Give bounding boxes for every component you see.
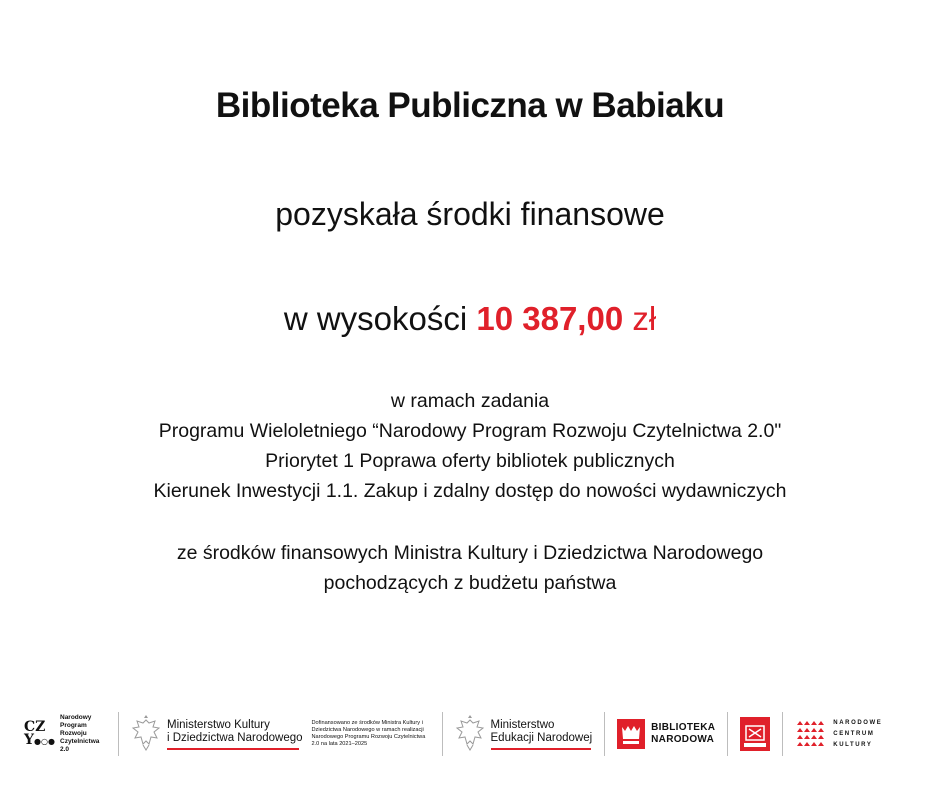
men-name-line2: Edukacji Narodowej [490, 731, 593, 744]
men-underline [491, 748, 591, 750]
funding-details [0, 538, 940, 598]
nck-name-line2: CENTRUM [833, 730, 875, 737]
npr-line: Rozwoju [60, 730, 87, 737]
funding-line: pochodzących z budżetu państwa [323, 572, 617, 594]
program-details [0, 386, 940, 506]
currency-label: zł [623, 300, 657, 337]
divider [604, 712, 605, 756]
npr-glyph [24, 718, 55, 748]
ik-logo [740, 704, 770, 764]
npr-logo [24, 704, 106, 764]
amount-line [0, 300, 940, 338]
npr-line: 2.0 [60, 746, 70, 753]
mkidn-underline [167, 748, 299, 750]
eagle-emblem-icon [131, 714, 161, 754]
bn-logo [617, 704, 715, 764]
eagle-emblem-icon [455, 714, 485, 754]
divider [727, 712, 728, 756]
npr-text [60, 714, 106, 754]
men-name-line1: Ministerstwo [490, 718, 555, 731]
npr-glyph-bottom: Y●○● [24, 731, 55, 748]
mkidn-name-line1: Ministerstwo Kultury [167, 718, 270, 731]
detail-line: Priorytet 1 Poprawa oferty bibliotek publicznych [265, 450, 675, 472]
amount-prefix: w wysokości [283, 300, 477, 337]
funding-note: Dofinansowano ze środków Ministra Kultury i Dziedzictwa Narodowego w ramach realizacji Narodowego Programu Rozwoju Czytelnictwa 2.0 na lata 2021–2025 [311, 720, 426, 747]
npr-glyph-top: CZ [24, 718, 46, 735]
mkidn-name-line2: i Dziedzictwa Narodowego [167, 731, 303, 744]
nck-pattern-icon [795, 719, 825, 749]
bn-name-line1: BIBLIOTEKA [651, 722, 716, 733]
men-logo [455, 704, 593, 764]
divider [782, 712, 783, 756]
divider [118, 712, 119, 756]
subtitle-line: pozyskała środki finansowe [275, 196, 665, 232]
nck-name-line1: NARODOWE [833, 719, 883, 726]
divider [442, 712, 443, 756]
amount-value: 10 387,00 [476, 300, 624, 337]
mkidn-logo [131, 704, 303, 764]
institute-book-icon [740, 717, 770, 751]
logo-bar [24, 704, 920, 764]
page-title: Biblioteka Publiczna w Babiaku [215, 86, 725, 125]
npr-line: Program [60, 722, 87, 729]
nck-name-line3: KULTURY [833, 741, 873, 748]
bn-name-line2: NARODOWA [651, 734, 715, 745]
npr-line: Czytelnictwa [60, 738, 100, 745]
detail-line: Kierunek Inwestycji 1.1. Zakup i zdalny dostęp do nowości wydawniczych [153, 480, 787, 502]
funding-note-block [312, 704, 430, 764]
detail-line: Programu Wieloletniego “Narodowy Program Rozwoju Czytelnictwa 2.0" [158, 420, 782, 442]
detail-line: w ramach zadania [390, 390, 550, 412]
funding-line: ze środków finansowych Ministra Kultury i Dziedzictwa Narodowego [176, 542, 764, 564]
npr-line: Narodowy [60, 714, 92, 721]
bn-crown-icon [617, 719, 645, 749]
nck-logo [795, 704, 882, 764]
